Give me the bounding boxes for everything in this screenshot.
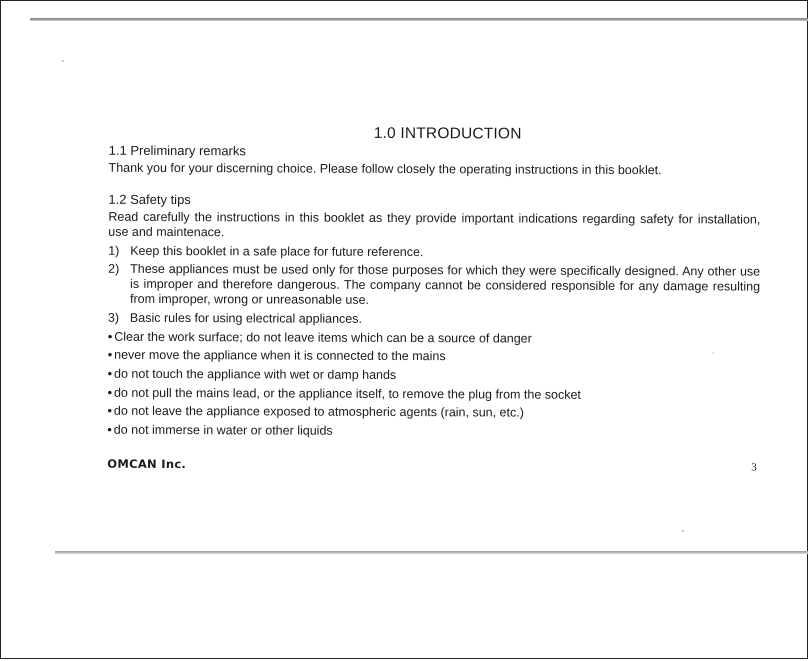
item-text: These appliances must be used only for those purposes for which they were specifically designed. Any other use is improper and therefore dangerous. The company cannot be considered responsible for any damage resulting from improper, wrong or unreasonable use. <box>129 261 761 307</box>
bullet-item <box>107 404 523 421</box>
scan-speck <box>62 60 64 62</box>
bullet-text: never move the appliance when it is connected to the mains <box>114 347 446 364</box>
bullet-item <box>107 423 332 439</box>
bullet-item <box>108 386 581 403</box>
bullet-item <box>108 367 397 383</box>
bullet-icon: • <box>107 385 113 400</box>
item-number: 3) <box>107 310 120 325</box>
bullet-text: do not immerse in water or other liquids <box>113 422 333 438</box>
item-text: Basic rules for using electrical appliances. <box>129 310 363 326</box>
bullet-item <box>108 348 446 364</box>
item-number: 2) <box>108 261 120 276</box>
bullet-text: Clear the work surface; do not leave items which can be a source of danger <box>114 329 532 346</box>
bullet-item <box>108 330 532 347</box>
bullet-text: do not leave the appliance exposed to atmospheric agents (rain, sun, etc.) <box>113 403 524 420</box>
item-number: 1) <box>108 243 120 258</box>
bullet-icon: • <box>107 422 112 437</box>
numbered-item-3 <box>108 311 760 329</box>
page-number: 3 <box>751 461 757 474</box>
bullet-icon: • <box>107 347 113 362</box>
safety-intro: Read carefully the instructions in this booklet as they provide important indications regarding safety for installation, use and maintenace. <box>108 209 761 240</box>
scan-speck <box>712 352 714 354</box>
numbered-item-2 <box>108 262 760 311</box>
preliminary-text: Thank you for your discerning choice. Please follow closely the operating instructions in this booklet. <box>108 160 662 178</box>
section-title-preliminary: 1.1 Preliminary remarks <box>108 142 246 159</box>
bullet-icon: • <box>107 329 113 344</box>
bullet-text: do not touch the appliance with wet or damp hands <box>114 366 397 382</box>
item-text: Keep this booklet in a safe place for future reference. <box>130 243 424 260</box>
bullet-icon: • <box>107 366 113 381</box>
section-title-safety: 1.2 Safety tips <box>108 191 191 208</box>
footer-brand: OMCAN Inc. <box>107 456 187 472</box>
numbered-item-1 <box>108 244 760 262</box>
bullet-text: do not pull the mains lead, or the appliance itself, to remove the plug from the socket <box>113 385 581 402</box>
scan-speck <box>682 530 684 532</box>
bullet-icon: • <box>107 403 112 418</box>
page-heading: 1.0 INTRODUCTION <box>373 124 522 143</box>
